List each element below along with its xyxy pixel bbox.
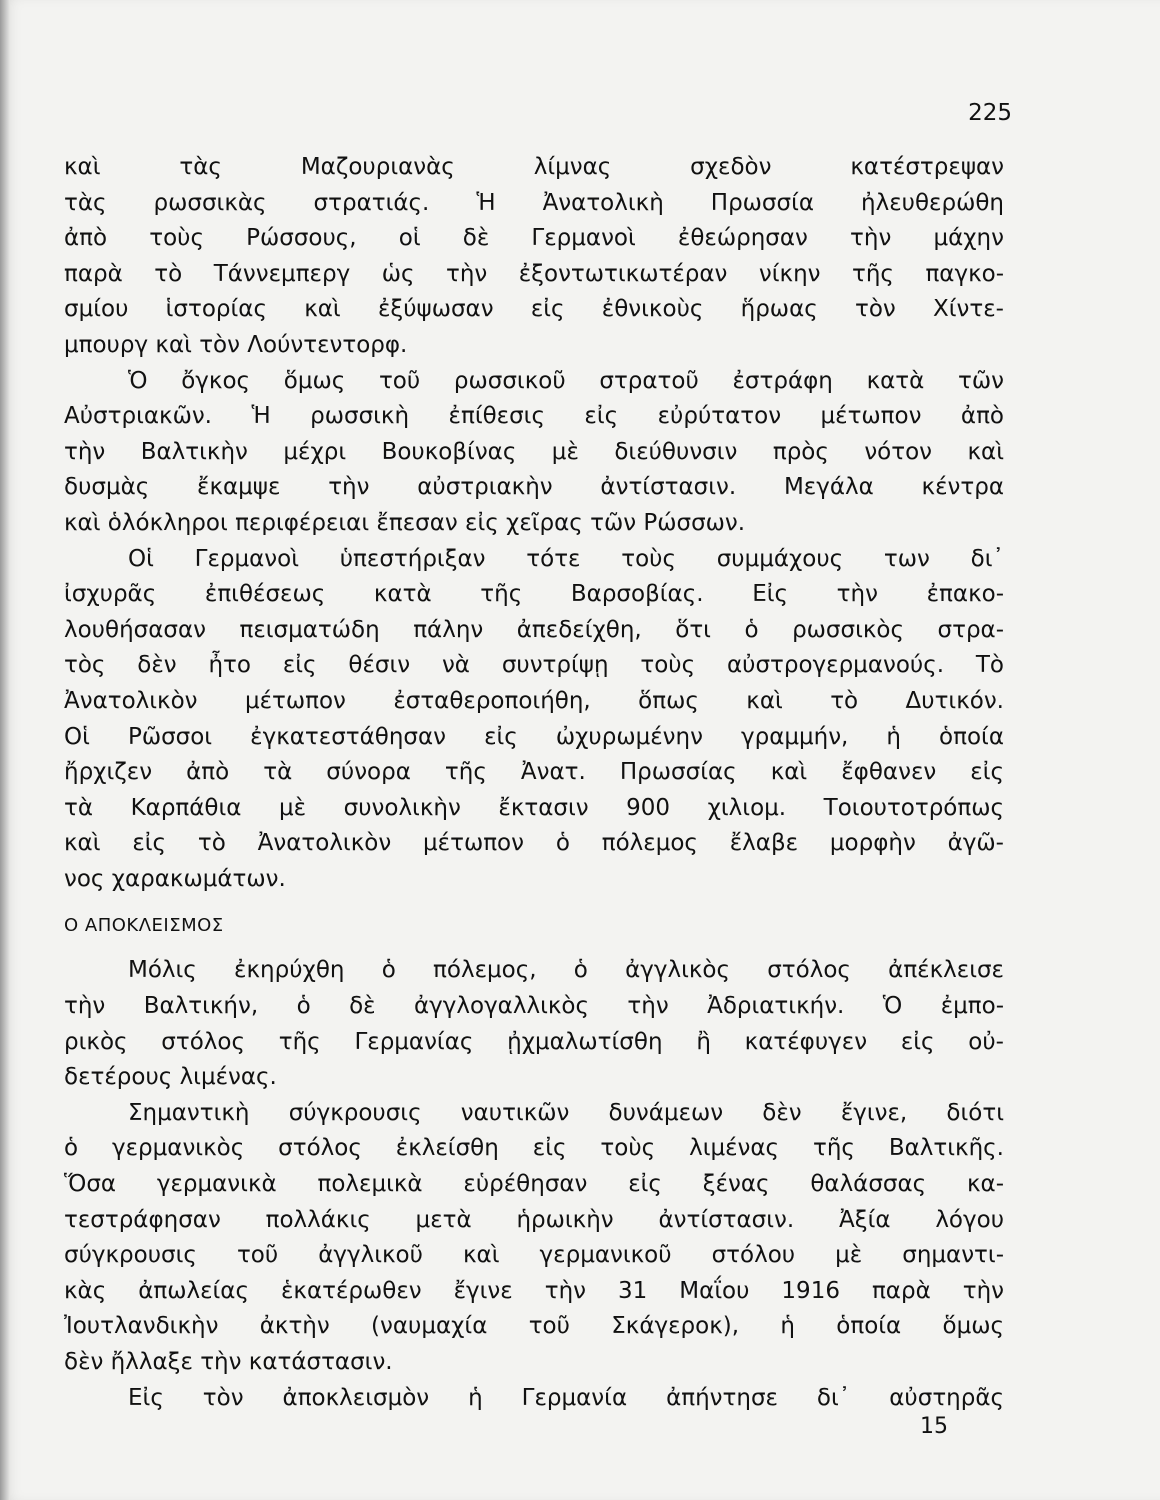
text-line: ἤρχιζεν ἀπὸ τὰ σύνορα τῆς Ἀνατ. Πρωσσίας καὶ ἔφθανεν εἰς	[64, 759, 1004, 786]
text-line: Ὁ ὄγκος ὅμως τοῦ ρωσσικοῦ στρατοῦ ἐστράφη κατὰ τῶν	[128, 367, 1004, 394]
page-number: 225	[968, 100, 1012, 126]
text-line: ἀπὸ τοὺς Ρώσσους, οἱ δὲ Γερμανοὶ ἐθεώρησαν τὴν μάχην	[64, 225, 1004, 252]
text-line: λουθήσασαν πεισματώδη πάλην ἀπεδείχθη, ὅτι ὁ ρωσσικὸς στρα-	[64, 616, 1004, 643]
text-line: Αὐστριακῶν. Ἡ ρωσσικὴ ἐπίθεσις εἰς εὐρύτατον μέτωπον ἀπὸ	[64, 403, 1004, 430]
text-line: κὰς ἀπωλείας ἑκατέρωθεν ἔγινε τὴν 31 Μαΐου 1916 παρὰ τὴν	[64, 1277, 1004, 1304]
text-line: καὶ εἰς τὸ Ἀνατολικὸν μέτωπον ὁ πόλεμος ἔλαβε μορφὴν ἀγῶ-	[64, 830, 1004, 857]
page-spine-shadow	[0, 0, 10, 1500]
text-line: Ἰουτλανδικὴν ἀκτὴν (ναυμαχία τοῦ Σκάγεροκ), ἡ ὁποία ὅμως	[64, 1313, 1004, 1340]
text-line: τὸς δὲν ἦτο εἰς θέσιν νὰ συντρίψῃ τοὺς αὐστρογερμανούς. Τὸ	[64, 652, 1004, 679]
text-line: Ἀνατολικὸν μέτωπον ἐσταθεροποιήθη, ὅπως καὶ τὸ Δυτικόν.	[64, 687, 1004, 714]
text-line: δετέρους λιμένας.	[64, 1064, 277, 1091]
text-line: Μόλις ἐκηρύχθη ὁ πόλεμος, ὁ ἀγγλικὸς στόλος ἀπέκλεισε	[128, 957, 1004, 984]
body-text	[64, 150, 1004, 1416]
section-heading: Ο ΑΠΟΚΛΕΙΣΜΟΣ	[64, 915, 224, 937]
text-line: τὰ Καρπάθια μὲ συνολικὴν ἔκτασιν 900 χιλιομ. Τοιουτοτρόπως	[64, 794, 1004, 821]
text-line: νος χαρακωμάτων.	[64, 865, 286, 892]
footer-folio: 15	[920, 1414, 948, 1439]
text-line: δὲν ἤλλαξε τὴν κατάστασιν.	[64, 1349, 393, 1375]
text-line: παρὰ τὸ Τάννεμπεργ ὡς τὴν ἐξοντωτικωτέραν νίκην τῆς παγκο-	[64, 260, 1004, 287]
text-line: τεστράφησαν πολλάκις μετὰ ἡρωικὴν ἀντίστασιν. Ἀξία λόγου	[64, 1206, 1004, 1233]
text-line: ρικὸς στόλος τῆς Γερμανίας ᾐχμαλωτίσθη ἢ κατέφυγεν εἰς οὐ-	[64, 1028, 1004, 1055]
text-line: Οἱ Γερμανοὶ ὑπεστήριξαν τότε τοὺς συμμάχους των δι᾿	[128, 545, 1004, 572]
text-line: Εἰς τὸν ἀποκλεισμὸν ἡ Γερμανία ἀπήντησε δι᾿ αὐστηρᾶς	[128, 1384, 1004, 1411]
text-line: Ὅσα γερμανικὰ πολεμικὰ εὑρέθησαν εἰς ξένας θαλάσσας κα-	[64, 1171, 1004, 1198]
text-line: τὴν Βαλτικήν, ὁ δὲ ἀγγλογαλλικὸς τὴν Ἀδριατικήν. Ὁ ἐμπο-	[64, 993, 1004, 1020]
text-line: ἰσχυρᾶς ἐπιθέσεως κατὰ τῆς Βαρσοβίας. Εἰς τὴν ἐπακο-	[64, 581, 1004, 608]
text-line: Σημαντικὴ σύγκρουσις ναυτικῶν δυνάμεων δὲν ἔγινε, διότι	[128, 1099, 1004, 1126]
text-line: σύγκρουσις τοῦ ἀγγλικοῦ καὶ γερμανικοῦ στόλου μὲ σημαντι-	[64, 1242, 1004, 1269]
text-line: τὰς ρωσσικὰς στρατιάς. Ἡ Ἀνατολικὴ Πρωσσία ἠλευθερώθη	[64, 189, 1004, 216]
paragraph-block-1	[64, 150, 1004, 897]
text-line: ὁ γερμανικὸς στόλος ἐκλείσθη εἰς τοὺς λιμένας τῆς Βαλτικῆς.	[64, 1135, 1004, 1162]
paragraph-block-2	[64, 953, 1004, 1416]
text-line: μπουργ καὶ τὸν Λούντεντορφ.	[64, 331, 408, 358]
text-line: Οἱ Ρῶσσοι ἐγκατεστάθησαν εἰς ὠχυρωμένην γραμμήν, ἡ ὁποία	[64, 723, 1004, 750]
text-line: καὶ ὁλόκληροι περιφέρειαι ἔπεσαν εἰς χεῖρας τῶν Ρώσσων.	[64, 509, 746, 536]
text-line: δυσμὰς ἔκαμψε τὴν αὐστριακὴν ἀντίστασιν. Μεγάλα κέντρα	[64, 474, 1004, 501]
text-line: τὴν Βαλτικὴν μέχρι Βουκοβίνας μὲ διεύθυνσιν πρὸς νότον καὶ	[64, 438, 1004, 465]
text-line: σμίου ἱστορίας καὶ ἐξύψωσαν εἰς ἐθνικοὺς ἥρωας τὸν Χίντε-	[64, 296, 1004, 323]
text-line: καὶ τὰς Μαζουριανὰς λίμνας σχεδὸν κατέστρεψαν	[64, 154, 1004, 180]
